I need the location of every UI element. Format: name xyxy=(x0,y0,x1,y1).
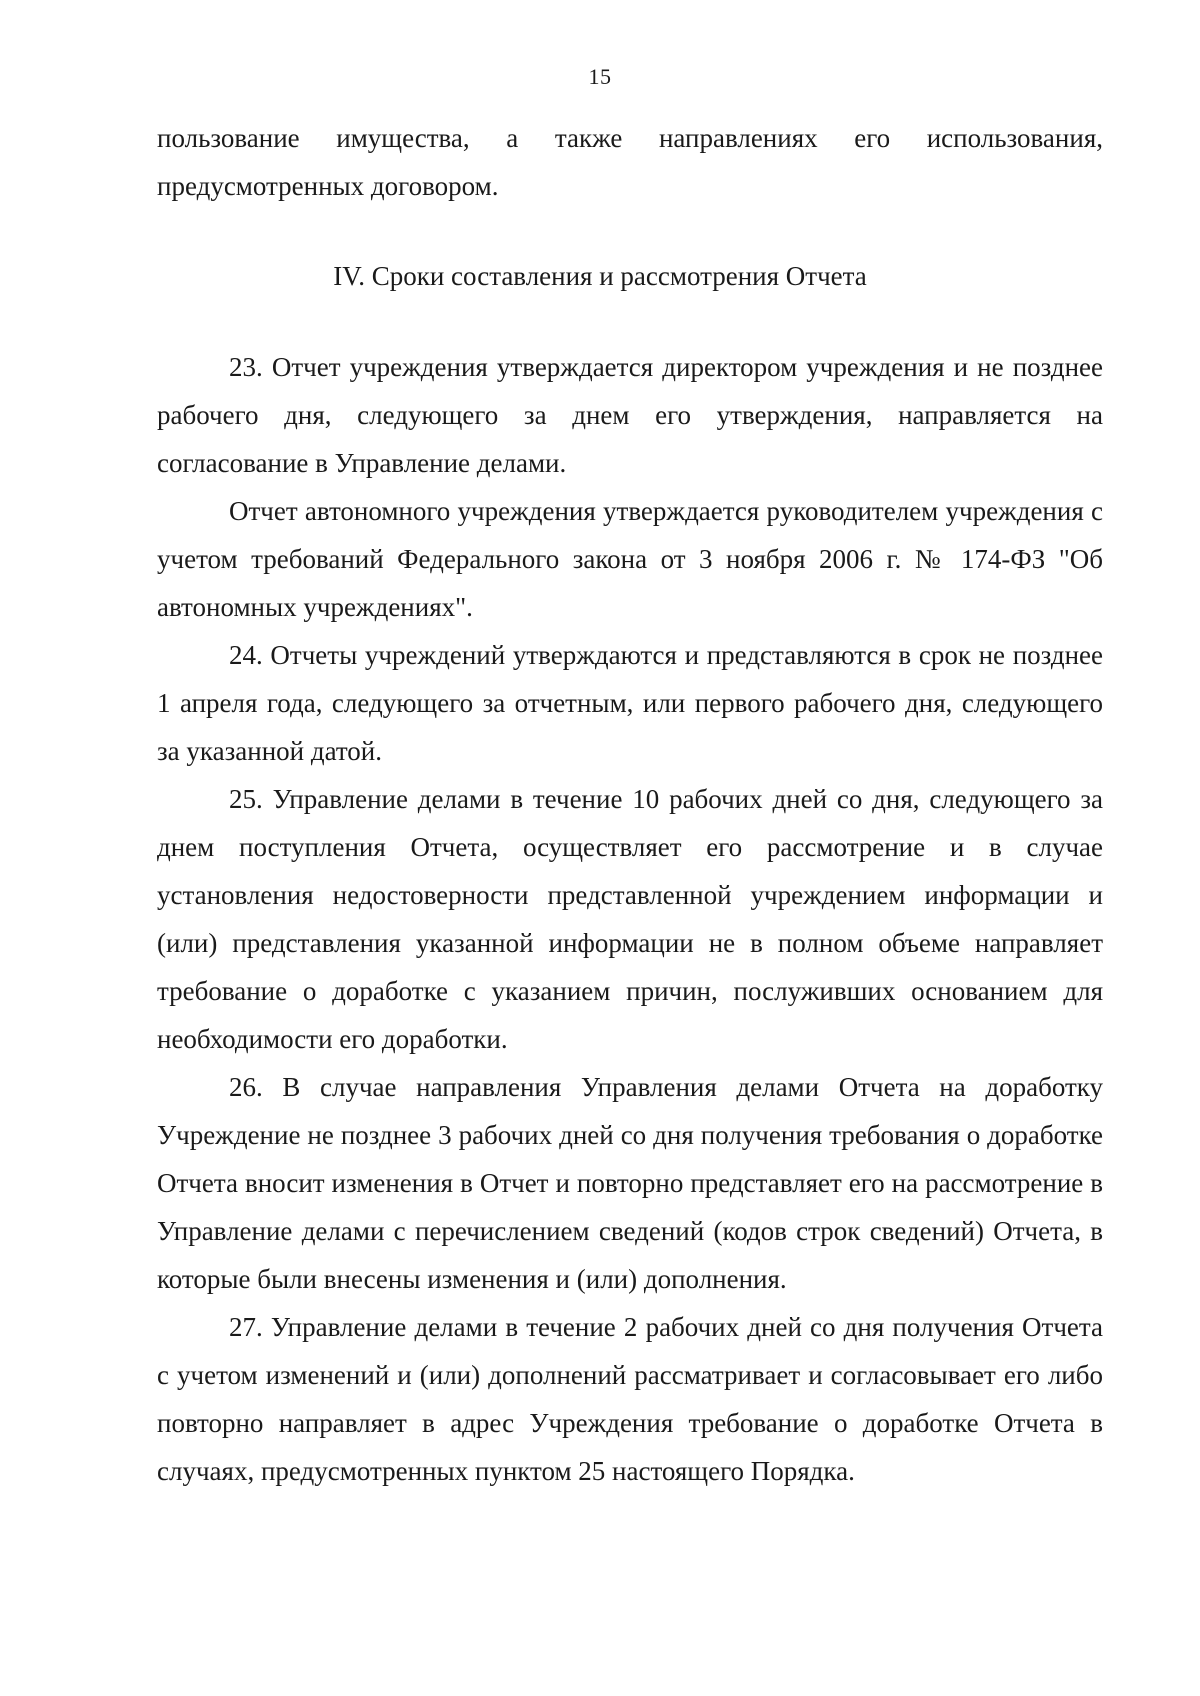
paragraph-27: 27. Управление делами в течение 2 рабочих дней со дня получения Отчета с учетом изменений и (или) дополнений рассматривает и согласовывает его либо повторно направляет в адрес Учреждения требование о доработке Отчета в случаях, предусмотренных пунктом 25 настоящего Порядка. xyxy=(157,1312,1103,1486)
page-number: 15 xyxy=(588,64,612,89)
paragraph-24: 24. Отчеты учреждений утверждаются и представляются в срок не позднее 1 апреля года, следующего за отчетным, или первого рабочего дня, следующего за указанной датой. xyxy=(157,640,1103,766)
paragraph-23: 23. Отчет учреждения утверждается директором учреждения и не позднее рабочего дня, следующего за днем его утверждения, направляется на согласование в Управление делами. xyxy=(157,352,1103,478)
paragraph-26: 26. В случае направления Управления делами Отчета на доработку Учреждение не позднее 3 рабочих дней со дня получения требования о доработке Отчета вносит изменения в Отчет и повторно представляет его на рассмотрение в Управление делами с перечислением сведений (кодов строк сведений) Отчета, в которые были внесены изменения и (или) дополнения. xyxy=(157,1072,1103,1294)
section-body xyxy=(157,343,1103,1495)
paragraph-25: 25. Управление делами в течение 10 рабочих дней со дня, следующего за днем поступления Отчета, осуществляет его рассмотрение и в случае установления недостоверности представленной учреждением информации и (или) представления указанной информации не в полном объеме направляет требование о доработке с указанием причин, послуживших основанием для необходимости его доработки. xyxy=(157,784,1103,1054)
continuation-paragraph: пользование имущества, а также направлениях его использования, предусмотренных договором. xyxy=(157,123,1103,201)
section-heading: IV. Сроки составления и рассмотрения Отчета xyxy=(333,261,867,291)
paragraph-23-autonomous: Отчет автономного учреждения утверждается руководителем учреждения с учетом требований Федерального закона от 3 ноября 2006 г. № 174-ФЗ "Об автономных учреждениях". xyxy=(157,496,1103,622)
continuation-text xyxy=(157,114,1103,210)
